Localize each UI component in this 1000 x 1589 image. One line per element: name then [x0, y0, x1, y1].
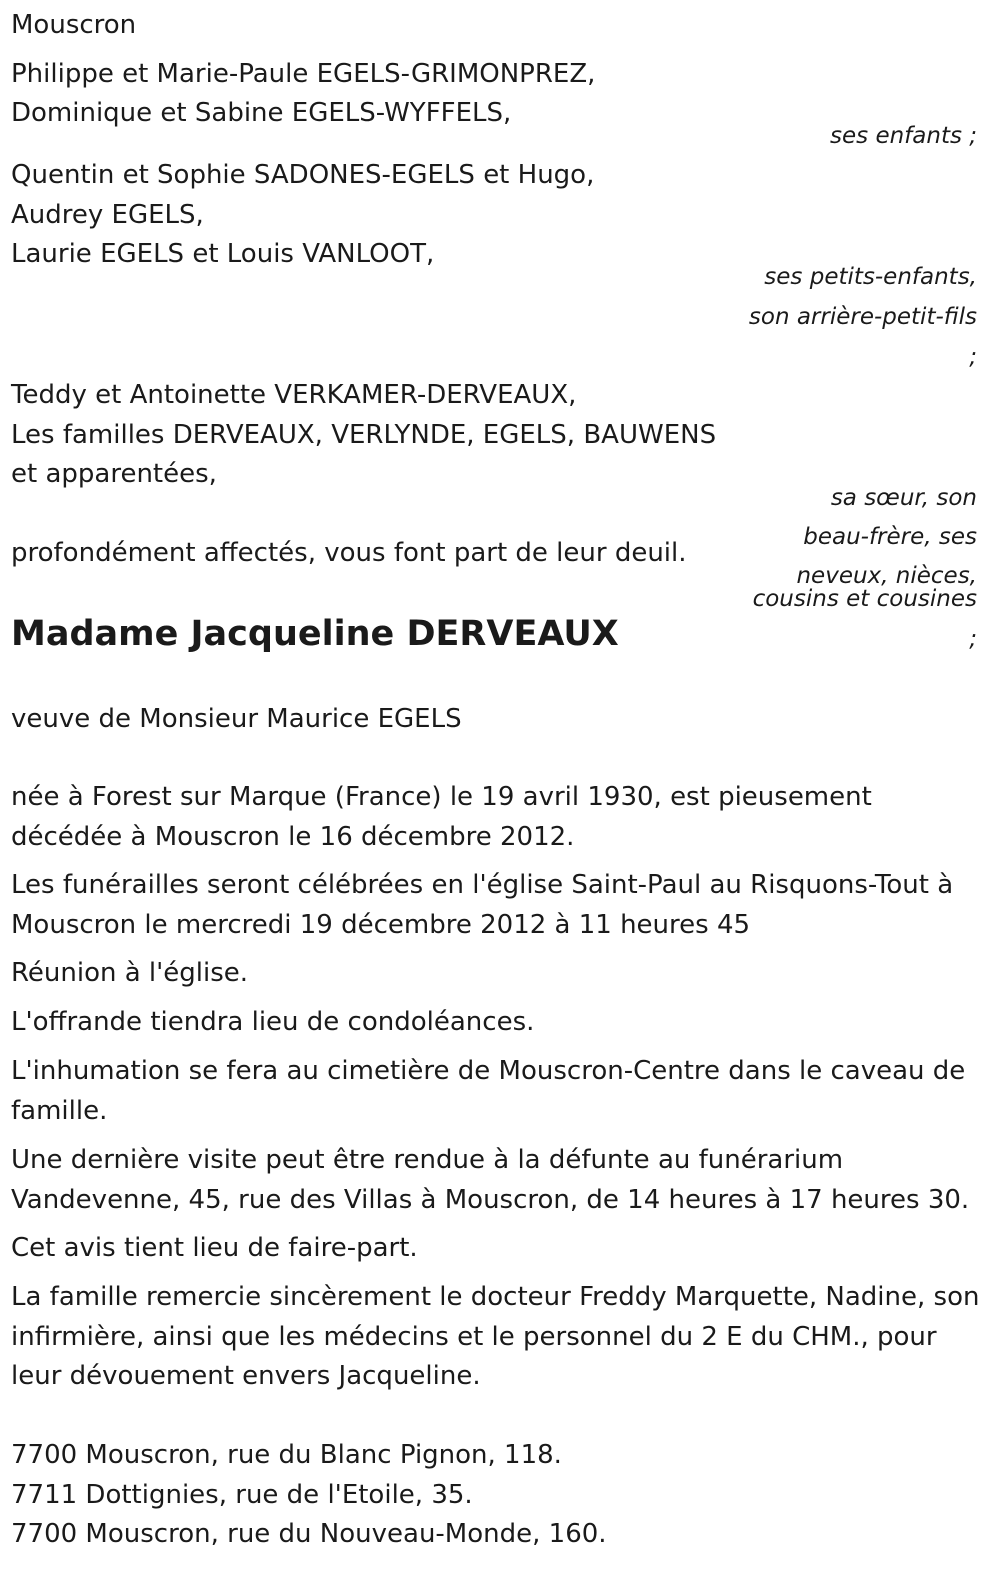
announcement-text: profondément affectés, vous font part de leur deuil.	[11, 538, 687, 568]
widow-of-text: veuve de Monsieur Maurice EGELS	[11, 704, 462, 734]
children-role: ses enfants ;	[830, 123, 977, 149]
grandchildren-role: ;	[969, 344, 977, 370]
family-role: sa sœur, son	[830, 485, 977, 511]
notice-paragraph: Cet avis tient lieu de faire-part.	[11, 1233, 418, 1263]
grandchildren-line: Quentin et Sophie SADONES-EGELS et Hugo,	[11, 160, 595, 190]
visit-paragraph: Une dernière visite peut être rendue à la défunte au funérarium Vandevenne, 45, rue des Villas à Mouscron, de 14 heures à 17 heures 30.	[11, 1145, 970, 1215]
family-role: ;	[969, 626, 977, 652]
family-line: Les familles DERVEAUX, VERLYNDE, EGELS, BAUWENS	[11, 420, 717, 450]
family-role: beau-frère, ses	[803, 524, 977, 550]
grandchildren-role: ses petits-enfants,	[764, 264, 977, 290]
address-line: 7700 Mouscron, rue du Blanc Pignon, 118.	[11, 1440, 562, 1470]
family-line: et apparentées,	[11, 459, 217, 489]
family-role: cousins et cousines	[752, 586, 977, 612]
burial-paragraph: L'inhumation se fera au cimetière de Mouscron-Centre dans le caveau de famille.	[11, 1056, 966, 1126]
thanks-paragraph: La famille remercie sincèrement le docteur Freddy Marquette, Nadine, son infirmière, ainsi que les médecins et le personnel du 2 E du CHM., pour leur dévouement envers Jacqueline.	[11, 1282, 980, 1391]
meeting-paragraph: Réunion à l'église.	[11, 958, 249, 988]
offering-paragraph: L'offrande tiendra lieu de condoléances.	[11, 1007, 535, 1037]
address-line: 7711 Dottignies, rue de l'Etoile, 35.	[11, 1480, 473, 1510]
family-role: neveux, nièces,	[796, 563, 977, 589]
deceased-name: Madame Jacqueline DERVEAUX	[11, 614, 619, 654]
funeral-paragraph: Les funérailles seront célébrées en l'église Saint-Paul au Risquons-Tout à Mouscron le mercredi 19 décembre 2012 à 11 heures 45	[11, 870, 954, 940]
birth-death-paragraph: née à Forest sur Marque (France) le 19 avril 1930, est pieusement décédée à Mouscron le 16 décembre 2012.	[11, 782, 872, 852]
family-line: Teddy et Antoinette VERKAMER-DERVEAUX,	[11, 380, 577, 410]
city-heading: Mouscron	[11, 10, 137, 40]
children-line: Philippe et Marie-Paule EGELS-GRIMONPREZ,	[11, 59, 596, 89]
grandchildren-line: Audrey EGELS,	[11, 200, 204, 230]
grandchildren-line: Laurie EGELS et Louis VANLOOT,	[11, 239, 435, 269]
address-line: 7700 Mouscron, rue du Nouveau-Monde, 160.	[11, 1519, 607, 1549]
grandchildren-role: son arrière-petit-fils	[748, 304, 977, 330]
children-line: Dominique et Sabine EGELS-WYFFELS,	[11, 98, 512, 128]
